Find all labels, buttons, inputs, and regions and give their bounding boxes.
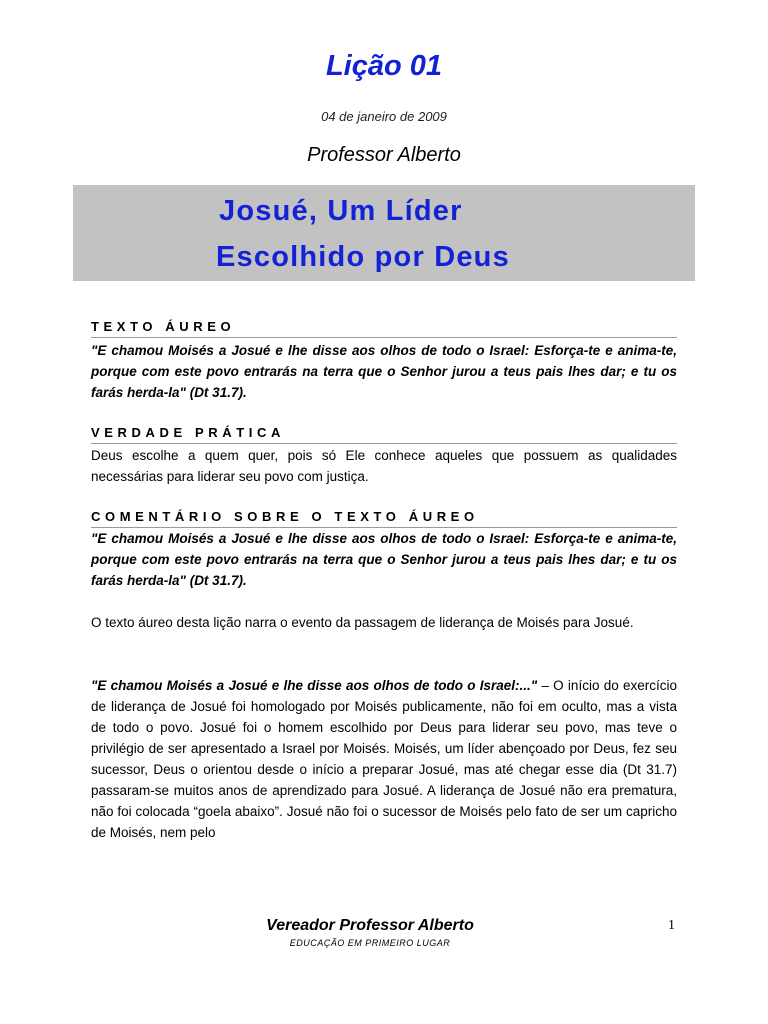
paragraph-2-lead-quote: "E chamou Moisés a Josué e lhe disse aos olhos de todo o Israel:..."	[91, 678, 538, 693]
footer-tagline: EDUCAÇÃO EM PRIMEIRO LUGAR	[289, 938, 451, 948]
paragraph-2-body: – O início do exercício de liderança de Josué foi homologado por Moisés publicamente, não foi em oculto, mas a vista de todo o povo. Josué foi o homem escolhido por Deus para liderar seu povo, mas teve o privilégio de ser apresentado a Israel por Moisés. Moisés, um líder abençoado por Deus, fez seu sucessor, Deus o orientou desde o início a preparar Josué, mas até chegar esse dia (Dt 31.7) passaram-se muitos anos de aprendizado para Josué. A liderança de Josué não era prematura, não foi colocada “goela abaixo”. Josué não foi o sucessor de Moisés pelo fato de ser um capricho de Moisés, nem pelo	[91, 678, 677, 840]
footer-author: Vereador Professor Alberto	[266, 917, 474, 934]
title-line-2: Escolhido por Deus	[216, 241, 510, 273]
lesson-date: 04 de janeiro de 2009	[321, 109, 447, 124]
section-heading-comentario: COMENTÁRIO SOBRE O TEXTO ÁUREO	[91, 509, 677, 528]
comentario-paragraph-2	[91, 675, 677, 843]
comentario-paragraph-1: O texto áureo desta lição narra o evento da passagem de liderança de Moisés para Josué.	[91, 615, 634, 630]
title-line-1: Josué, Um Líder	[219, 195, 463, 227]
texto-aureo-quote: "E chamou Moisés a Josué e lhe disse aos olhos de todo o Israel: Esforça-te e anima-te, porque com este povo entrarás na terra que o Senhor jurou a teus pais lhes dar; e tu os farás herda-la" (Dt 31.7).	[91, 343, 677, 400]
page-number: 1	[668, 918, 675, 933]
section-heading-verdade-pratica: VERDADE PRÁTICA	[91, 425, 677, 444]
title-banner	[73, 185, 695, 281]
verdade-pratica-text: Deus escolhe a quem quer, pois só Ele conhece aqueles que possuem as qualidades necessárias para liderar seu povo com justiça.	[91, 448, 677, 484]
professor-name: Professor Alberto	[307, 144, 461, 166]
section-heading-texto-aureo: TEXTO ÁUREO	[91, 319, 677, 338]
comentario-quote: "E chamou Moisés a Josué e lhe disse aos olhos de todo o Israel: Esforça-te e anima-te, porque com este povo entrarás na terra que o Senhor jurou a teus pais lhes dar; e tu os farás herda-la" (Dt 31.7).	[91, 531, 677, 588]
lesson-title: Lição 01	[325, 50, 443, 82]
